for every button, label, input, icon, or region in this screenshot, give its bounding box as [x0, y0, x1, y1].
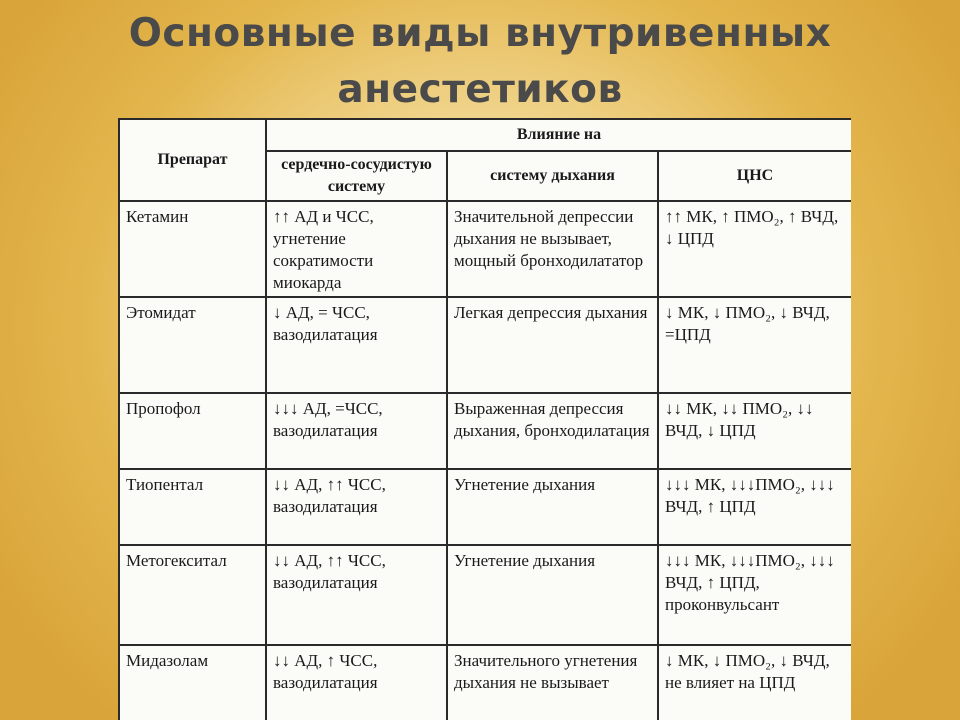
- cardio-cell: ↓ АД, = ЧСС, вазодилатация: [266, 297, 447, 393]
- header-drug: Препарат: [119, 119, 266, 201]
- drug-name-cell: Пропофол: [119, 393, 266, 469]
- header-cns: ЦНС: [658, 151, 851, 201]
- cardio-cell: ↑↑ АД и ЧСС, угнетение сократимости миокарда: [266, 201, 447, 297]
- resp-cell: Легкая депрессия дыхания: [447, 297, 658, 393]
- cardio-cell: ↓↓ АД, ↑↑ ЧСС, вазодилатация: [266, 469, 447, 545]
- anesthetics-table: [118, 118, 851, 720]
- slide-title-line-1: Основные виды внутривенных: [128, 11, 832, 56]
- resp-cell: Выраженная депрессия дыхания, бронходилатация: [447, 393, 658, 469]
- resp-cell: Значительного угнетения дыхания не вызывает: [447, 645, 658, 720]
- table-row: [119, 201, 851, 297]
- cns-cell: ↑↑ МК, ↑ ПМО₂, ↑ ВЧД, ↓ ЦПД: [658, 201, 851, 297]
- anesthetics-table-scan: [118, 118, 851, 720]
- table-row: [119, 469, 851, 545]
- header-cardio: сердечно-сосудистую систему: [266, 151, 447, 201]
- resp-cell: Угнетение дыхания: [447, 469, 658, 545]
- cardio-cell: ↓↓↓ АД, =ЧСС, вазодилатация: [266, 393, 447, 469]
- drug-name-cell: Метогекситал: [119, 545, 266, 645]
- header-resp: систему дыхания: [447, 151, 658, 201]
- drug-name-cell: Кетамин: [119, 201, 266, 297]
- drug-name-cell: Тиопентал: [119, 469, 266, 545]
- cns-cell: ↓↓ МК, ↓↓ ПМО₂, ↓↓ ВЧД, ↓ ЦПД: [658, 393, 851, 469]
- resp-cell: Значительной депрессии дыхания не вызывает, мощный бронходилататор: [447, 201, 658, 297]
- cns-cell: ↓↓↓ МК, ↓↓↓ПМО₂, ↓↓↓ ВЧД, ↑ ЦПД: [658, 469, 851, 545]
- resp-cell: Угнетение дыхания: [447, 545, 658, 645]
- header-influence: Влияние на: [266, 119, 851, 151]
- table-row: [119, 297, 851, 393]
- cns-cell: ↓ МК, ↓ ПМО₂, ↓ ВЧД, =ЦПД: [658, 297, 851, 393]
- table-row: [119, 393, 851, 469]
- drug-name-cell: Мидазолам: [119, 645, 266, 720]
- table-row: [119, 645, 851, 720]
- slide-title: [0, 6, 960, 118]
- table-row: [119, 545, 851, 645]
- cardio-cell: ↓↓ АД, ↑ ЧСС, вазодилатация: [266, 645, 447, 720]
- slide-title-line-2: анестетиков: [337, 67, 623, 112]
- drug-name-cell: Этомидат: [119, 297, 266, 393]
- table-header-row-1: [119, 119, 851, 151]
- cardio-cell: ↓↓ АД, ↑↑ ЧСС, вазодилатация: [266, 545, 447, 645]
- cns-cell: ↓ МК, ↓ ПМО₂, ↓ ВЧД, не влияет на ЦПД: [658, 645, 851, 720]
- cns-cell: ↓↓↓ МК, ↓↓↓ПМО₂, ↓↓↓ ВЧД, ↑ ЦПД, проконвульсант: [658, 545, 851, 645]
